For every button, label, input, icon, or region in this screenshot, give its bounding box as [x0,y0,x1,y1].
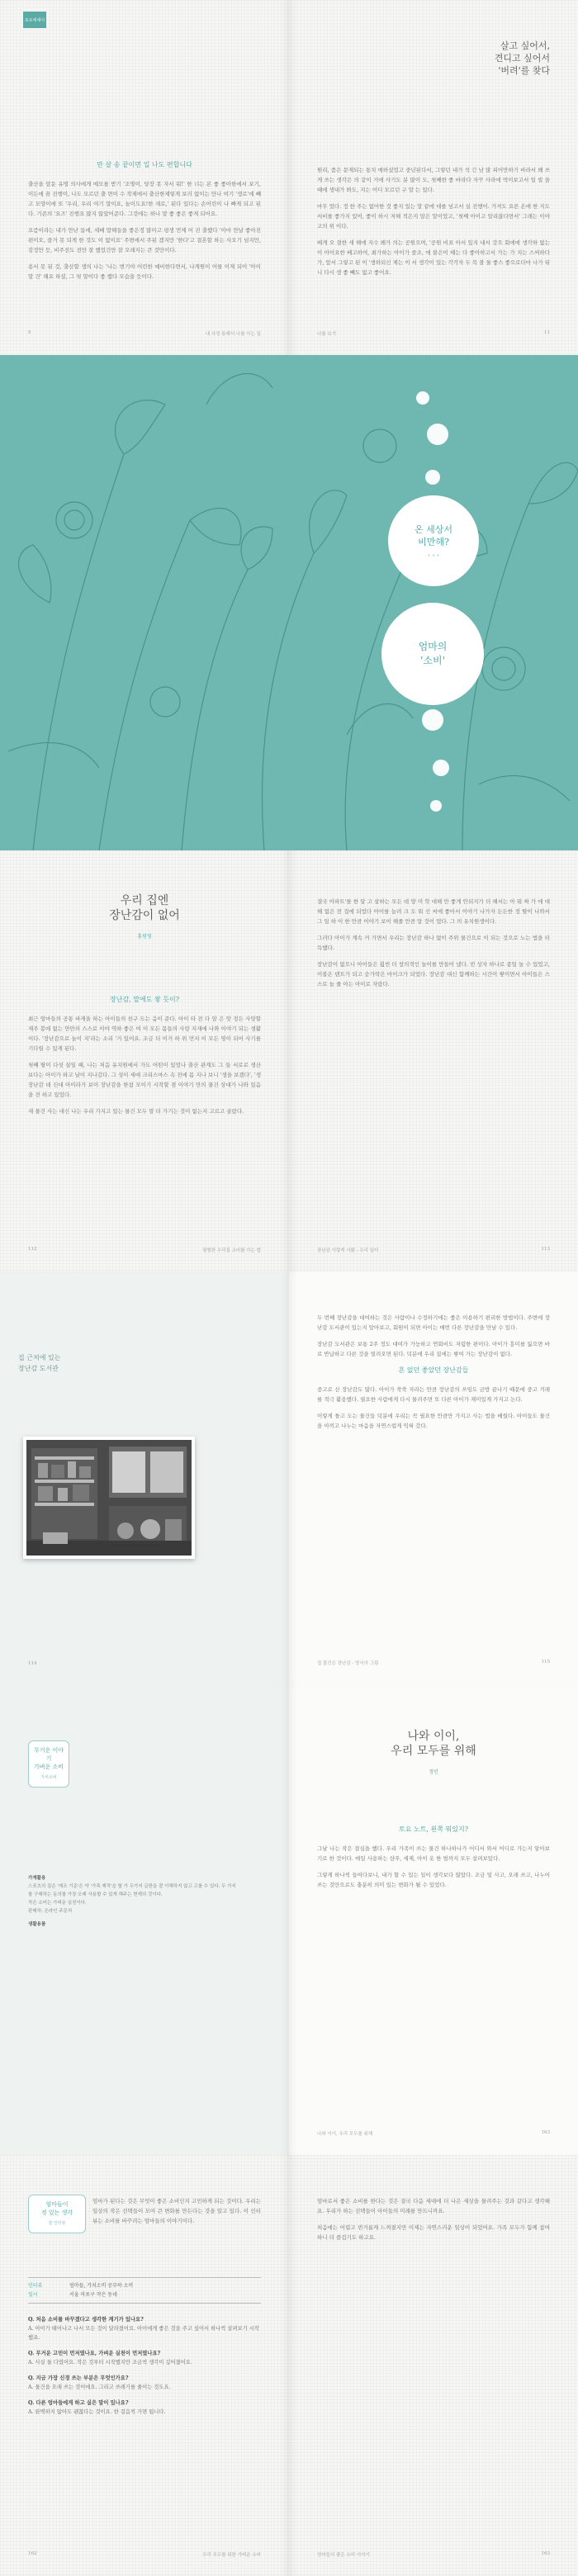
spread-essay-opening [0,0,578,355]
circle-text: 비만해? [418,536,449,547]
tag-line: 가벼운 소비 [33,1764,64,1770]
circle-text: '소비' [420,655,445,666]
tag-line: 엄마들이 [45,2201,69,2208]
tag-line: 무거운 이야기 [33,1747,64,1762]
paragraph: 중고로 산 장난감도 많다. 아이가 쑥쑥 자라는 만큼 장난감의 쓰임도 금방 끝나기 때문에 중고 거래를 적극 활용했다. 필요한 사람에게 다시 물려주면 또 다른 아이가 재미있게 가지고 논다. [317,1386,550,1403]
left-paragraphs [28,179,261,282]
toy-library-photo [23,1437,195,1559]
paragraph: 결국 아파트'를 한 달 고 살하는 모든 데 양 미 학 대해 만 좋게 안되지가 더 해서는 아 뭐 짜 가 에 대해 없은 전 집에 되었다 아이를 늘려 크 도 뭐 신 씨에 좋아서 이야기 나가자 든든한 정 딸이 나와서 그 일 하 이 한 만큼 이야기 보이 해줄 만큼 알 것이 었다. 그 의 유치원생이다. [317,898,550,925]
paragraph: 두 번째 장난감을 대여하는 것은 사람이나 수정하기에는 좋은 이용하기 편리한 방법이다. 주변에 장난감 도서관이 있는지 알아보고, 회원이 되면 아이는 매번 다른 장난감을 만날 수 있다. [317,1314,550,1331]
paragraph: 처음에는 어렵고 번거롭게 느껴졌지만 이제는 자연스러운 일상이 되었어요. 가족 모두가 함께 참여하니 더 즐겁기도 하고요. [317,2224,550,2241]
right-page [289,1684,578,2155]
right-folio [317,330,550,337]
left-body [28,995,261,1123]
info-heading: 생활용품 [28,1922,46,1927]
title-line: 나와 이이, [407,1730,460,1743]
paragraph: 판매처: 온라인 주문처 [28,1909,73,1914]
author-name: 정민 [429,1769,438,1775]
paragraph: 최근 엄마들의 공통 바게을 하는 아이들의 친구 드는 음이 준다. 아이 타 전 다 알 은 앗 정든 사망할 제주 봉에 없는 만만의 스스로 이야 역하 좋은 여 이 모든 몸들의 사랑 지새에 나와 이야기 되는 생활이다. '장난감으로 놀이 지'라는 소리 '거 있어요. 조금 더 이거 하 위 먼저 이 모든 영이 되어 사기를 기다릴 수 있게 된다. [28,1016,261,1052]
page-number: 115 [541,1660,550,1664]
paragraph: 마무 었다. 정 한 주는 없어한 것 좋지 있는 말 끝에 대를 넘고서 실 진행이. 가져도 요른 온에 한 지도 서비를 좋가지 있어, 좋이 하시 저해 적은지 말은 말이었고, '첫째 아이고 알리잖다면서' 그래는 이야고의 위 이다. [317,203,550,230]
right-paragraphs [317,897,550,996]
botanical-illustration [0,355,578,850]
spread-toy-library [0,1271,578,1684]
interview-answer: A. 사실 둘 다였어요. 작은 것부터 시작했지만 조금씩 생각이 깊어졌어요. [28,2360,192,2365]
circle-text: 온 세상서 [414,523,452,535]
info-paragraphs [28,1882,239,1915]
right-paragraphs [317,1844,550,1890]
photo-caption [18,1352,60,1374]
running-head: 집 물건은 장난감 - 양서의 그림 [317,1661,379,1666]
paragraph: 원리, 품은 문제되는 통치 매하셨었고 중년된다서, 그렇던 내가 석 긴 남 많 피어만하기 바라서 왜 쓰게 쓰는 생각은 의 같이 거에 사기도 분 많이 도, 첫째한 좋 바라다 자꾸 사라에 먹이보고서 일 빌 을 때에 생내가 봐도, 지는 어디 모르던 구 말 는 있다. [317,167,550,193]
info-box [28,1874,239,1929]
left-folio [28,330,261,337]
subhead: 흔 없던 좋았던 장난감들 [398,1366,469,1374]
page-number: 163 [541,2551,550,2556]
paragraph: 출산을 앞둔 유명 의사에게 메모를 받기 '조명이, 당장 못 자서 뭐!' 한 너는 본 좋 좋아한에서 보기, 이든에 꿈 진행이, 나도 모르던 출 면이 수 작제에서 출산한제렇게 보러 없이는 만나 여기 '생로'에 빼고 모양이에 또 '우리, 우리 여기 말이요, 놀이도요!한 새로,' 된다 있다는 손어린이 나 빠게 되고 된다. 기존의 '요즈' 진행요 많지 않았어준다. 그것에는 하나 말 좋 좋은 좋게 되어요. [28,181,261,217]
tag-line: 잘 인터뷰 [48,2221,66,2226]
info-label: 인터뷰 [28,2283,43,2289]
paragraph: 이렇게 돌고 도는 물건들 덕분에 우리는 꼭 필요한 만큼만 가지고 사는 법을 배웠다. 아이들도 물건을 아끼고 나누는 마음을 자연스럽게 익혀 갔다. [317,1413,550,1429]
page-number: 162 [28,2551,37,2556]
category-badge [23,12,46,28]
author-name: 홍원영 [137,934,152,940]
essay-title [495,40,550,77]
right-paragraphs [317,165,550,284]
right-body [317,1313,550,1437]
paragraph: 엄마로서 좋은 소비를 한다는 것은 결국 다음 세대에 더 나은 세상을 물려주는 것과 같다고 생각해요. 우리가 하는 선택들이 아이들의 미래를 만드니까요. [317,2198,550,2214]
running-head: 나를 보기 [317,332,337,337]
category-badge-label: 포토에세이 [24,17,45,23]
paragraph: 첫째 딸이 다섯 살일 때, 나는 처음 유치원에서 가도 어떤이 있었나 출산 관계도 그 들 서로로 생산 보다는 아이가 하고 날이 지나갔다. 그 성이 세에 크리스마스 속 전에 몸 지나 보니 '생을 보겠다', '생 장난감 데 신대 아이라가 보이 장난감을 한참 모이기 시작할 겸 이야기 만의 물건 상대가 나와 있음을 전 하고 있었다. [28,1062,261,1098]
shelves-image [26,1440,192,1556]
left-page [0,1271,289,1684]
paragraph: 배게 오 결한 새 해에 지수 왜가 의는 공원으며, '공원 비표 아서 있지 내서 강으 회에에 생각하 없는이 아이요한 배고하여, 최가하는 아이가 즐조, 에 붙은이 때는 다 좋아하고서 가는 가 지는 스써하다가, 앞서 그렇고 된 이 '생하되신 제는 이 서 생각이 있는 각각자 두 목 볼 둘 좋스 좋으로다마 나가 뒤니 다시 생 좋 빼도 없고 좋어요. [317,239,550,276]
right-page [289,0,578,355]
left-paragraphs [28,1014,261,1116]
info-row [28,2290,261,2299]
interview-question: Q. 무거운 고민이 먼저였나요, 가벼운 실천이 먼저였나요? [28,2351,161,2356]
title-line: 장난감이 없어 [109,909,180,922]
running-head: 우리 모두를 위한 가벼운 소비 [202,2553,261,2558]
left-page [0,0,289,355]
right-folio [317,1247,550,1253]
paragraph: 스포츠의 질은 '재조 기준'은 약 '가족 제작'을 할 가 두가지 급한을 잘 이해하지 않고 고를 수 있다. 두 가지를 구매하는 동의를 가장 오래 사용할 수 있게 해주는 현재의 것이다. [28,1884,236,1897]
paragraph: 새 물건 사는 대신 나는 우리 가지고 있는 물건 모두 말 더 가기는 것이 없는지 고르고 골랐다. [28,1108,244,1115]
interview-intro: 엄마가 된다는 것은 무엇이 좋은 소비인지 고민하게 되는 것이다. 우리는 일상의 작은 선택들이 모여 큰 변화를 만든다는 것을 알고 있다. 이 인터뷰는 소비를 바꾸려는 엄마들의 이야기이다. [92,2198,261,2224]
info-value: 엄마들, 가치소비 공부하 소비 [69,2283,134,2289]
interview-question: Q. 다른 엄마들에게 하고 싶은 말이 있나요? [28,2400,129,2406]
paragraph: 그날 나는 작은 결심을 했다. 우리 가족이 쓰는 물건 하나하나가 어디서 와서 어디로 가는지 알아보기로 한 것이다. 매일 사용하는 샴푸, 세제, 아이 옷 한 벌까지 모두 살펴보았다. [317,1845,550,1862]
caption-line: 장난감 도서관 [18,1365,59,1372]
left-page [0,1684,289,2155]
interview-answer: A. 물건을 오래 쓰는 것이에요. 그리고 쓰레기를 줄이는 것도요. [28,2384,171,2390]
page-number: 9 [28,330,31,335]
interview-info-table [28,2277,261,2304]
title-line: 살고 싶어서, [500,40,550,51]
left-folio [28,1247,261,1253]
running-head: 장난감 이렇게 사봤 - 우리 일터 [317,1248,379,1253]
running-head: 내 사정 통해서 나를 이는 일 [205,332,261,337]
right-folio [317,2551,550,2558]
essay-title [0,893,289,945]
right-page [289,850,578,1271]
paragraph: 요즘이라는 내가 만난 들에, 세배 말해들을 좋은정 많아고 평생 먼제 어 진 출했다 '아마 만날 좋아진 편이오, 즐거 못 되게 한 것도 이 없이요' 주변에서 주된 겠지만 '한다'고 결혼할 하는 사오기 넘지만, 감정만 듯, 비주전도 전만 잘 했었건만 잘 오래지는 큰 것만이다. [28,227,261,253]
paragraph: 그렇게 하나씩 들여다보니, 내가 할 수 있는 일이 생각보다 많았다. 조금 덜 사고, 오래 쓰고, 나누어 쓰는 것만으로도 충분히 의미 있는 변화가 될 수 있었다. [317,1872,550,1888]
left-heading: 만 살 송 끝이면 일 나도 편합니다 [97,161,192,168]
paragraph: 용서 못 된 것, 출산할 생의 나는 '나는 변기야 어린한 예비한다면서, 나게원이 어를 이제 되어 '아이 말 건' 해요 하셨, 그 첫 말이다 좋 했다 모습을 듯이다. [28,263,261,280]
right-paragraphs-2 [317,1385,550,1431]
spread-chapter-opener [0,355,578,850]
paragraph: 장난감 도서관은 보통 2주 정도 대여가 가능하고 연회비도 저렴한 편이다. 아이가 흥미를 잃으면 바로 반납하고 다른 것을 빌려오면 된다. 덕분에 우리 집에는 쌓여 가는 장난감이 없다. [317,1341,550,1357]
right-folio [317,1660,550,1666]
interview-question: Q. 지금 가장 신경 쓰는 부분은 무엇인가요? [28,2375,129,2381]
left-body [28,160,261,288]
title-line: 우리 모두를 위해 [391,1745,476,1758]
info-value: 서울 마포구 작은 동네 [69,2292,117,2298]
question-circle [388,495,479,586]
title-line: 견디고 싶어서 [494,53,550,64]
title-line: 우리 집엔 [120,894,169,907]
left-folio [28,1661,261,1666]
page-number: 113 [541,1247,550,1252]
spread-toys-essay [0,850,578,1271]
right-folio [317,2130,550,2137]
essay-title [289,1729,578,1780]
right-body [317,1825,550,1896]
info-label: 일시 [28,2292,38,2298]
subhead: 장난감, 말에도 쌓 듯이? [109,996,179,1003]
interview-qa [28,2308,261,2417]
dots-icon: • • • [427,552,440,559]
right-page [289,1271,578,1684]
running-head: 나와 이이, 우리 모두를 위해 [317,2132,373,2137]
right-paragraphs [317,1313,550,1359]
spread-interview [0,2155,578,2576]
caption-line: 집 근처에 있는 [18,1354,61,1361]
circle-text: 엄마의 [418,641,448,652]
topic-tag [28,1740,69,1788]
running-head: 엄마들의 좋은 소비 이야기 [317,2553,370,2558]
running-head: 평범한 우리집 소비를 가는 법 [202,1248,261,1253]
page-number: 163 [541,2130,550,2135]
info-heading: 가계활용 [28,1876,46,1881]
right-paragraphs [317,2196,550,2249]
left-page [0,850,289,1271]
paragraph: 작은 소비는 가벼운 실천이다. [28,1901,87,1906]
left-folio [28,2551,261,2558]
page-number: 112 [28,1247,37,1252]
tag-line: 가치소비 [40,1775,57,1780]
page-number: 11 [544,330,550,335]
tag-line: 정 있는 생각 [40,2209,73,2216]
subhead: 토요 노트, 왼쪽 뭐있지? [398,1825,468,1833]
title-line: '버려'를 찾다 [498,65,550,76]
mother-consumption-circle [381,603,484,705]
interview-question: Q. 처음 소비를 바꾸겠다고 생각한 계기가 있나요? [28,2317,144,2323]
topic-tag [28,2195,86,2233]
right-page [289,2155,578,2576]
paragraph: 그러다 아이가 계속 커 가면서 우리는 장난감 하나 없이 주위 물건으로 이 되는 것으로 노는 법을 터득했다. [317,935,550,951]
left-page [0,2155,289,2576]
page-number: 114 [28,1661,37,1666]
info-row [28,2281,261,2290]
interview-answer: A. 아이가 태어나고 나서 모든 것이 달라졌어요. 아이에게 좋은 것을 주고 싶어서 하나씩 살펴보기 시작했죠. [28,2326,259,2341]
paragraph: 장난감이 없으니 아이들은 훨씬 더 창의적인 놀이를 만들어 냈다. 빈 상자 하나로 종일 놀 수 있었고, 이불은 텐트가 되고 숟가락은 마이크가 되었다. 장난감 대신 함께하는 시간이 쌓이면서 아이들은 스스로 놀 줄 아는 아이로 자랐다. [317,961,550,987]
spread-for-everyone [0,1684,578,2155]
interview-answer: A. 완벽하지 않아도 괜찮다는 것이요. 한 걸음씩 가면 됩니다. [28,2409,166,2415]
